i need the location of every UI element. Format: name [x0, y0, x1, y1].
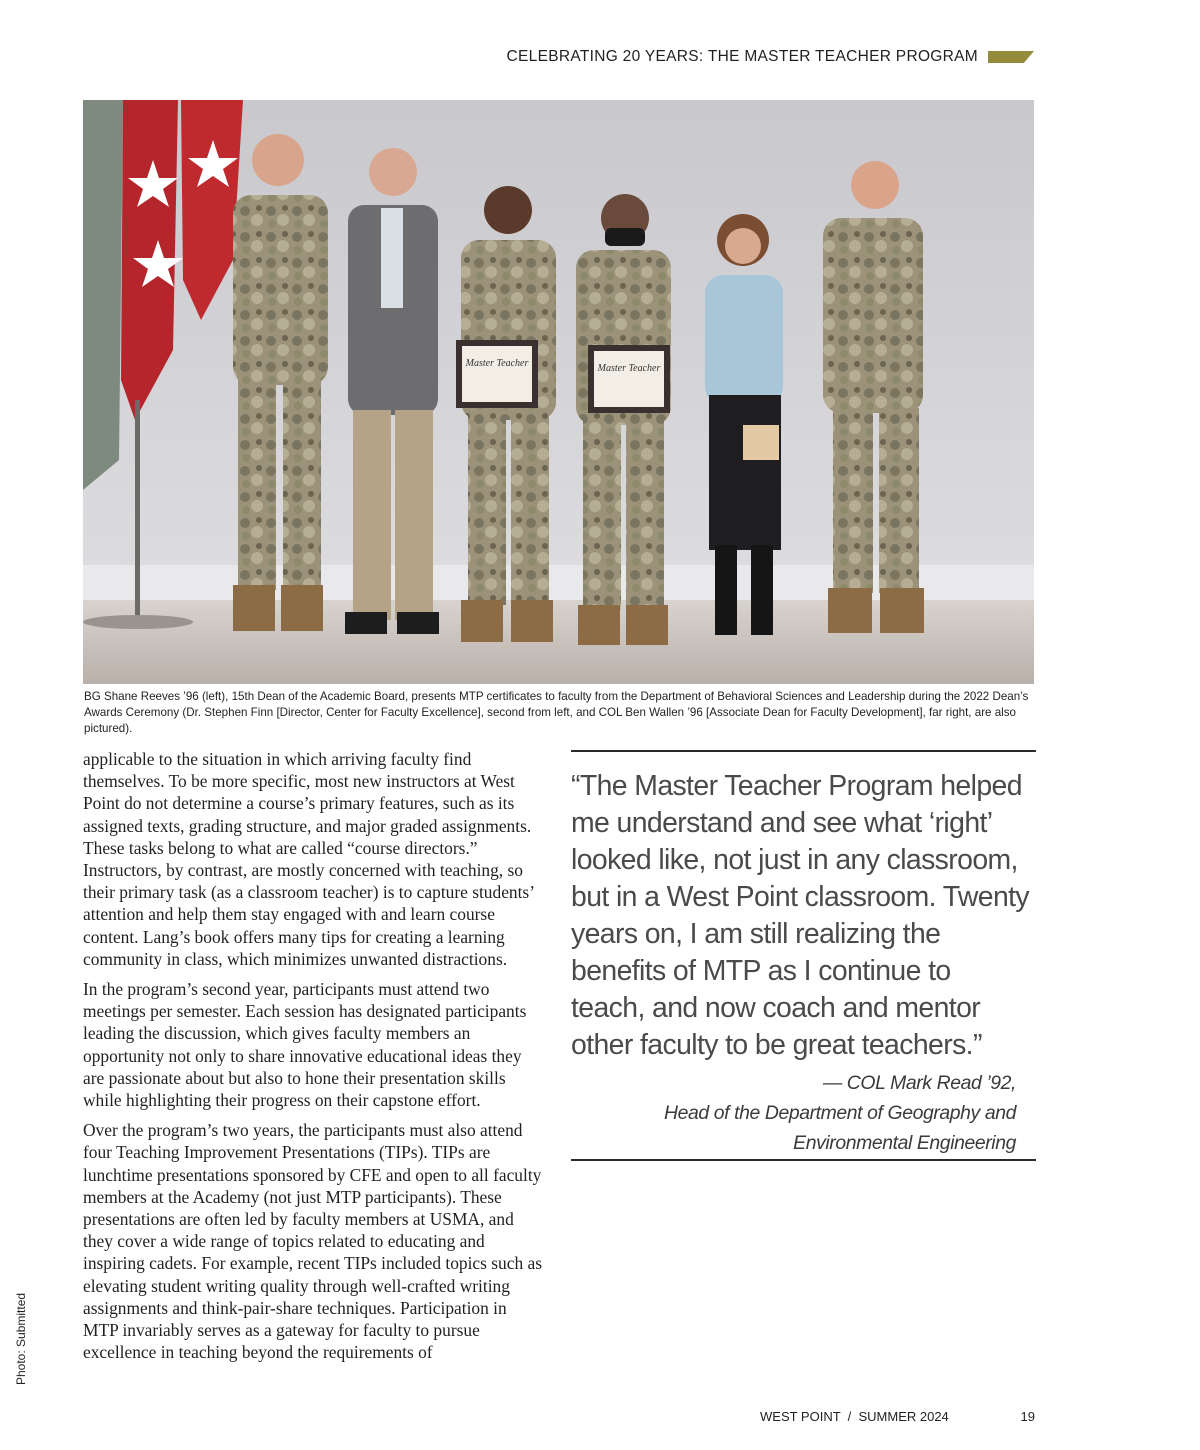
footer-publication: WEST POINT / SUMMER 2024 [760, 1409, 949, 1424]
pull-quote [571, 750, 1036, 1161]
photo-caption: BG Shane Reeves ’96 (left), 15th Dean of the Academic Board, presents MTP certificates to faculty from the Department of Behavioral Sciences and Leadership during the 2022 Dean’s Awards Ceremony (Dr. Stephen Finn [Director, Center for Faculty Excellence], second from left, and COL Ben Wallen ’96 [Associate Dean for Faculty Development], far right, are also pictured). [84, 690, 1029, 735]
running-header [0, 46, 1034, 68]
certificate-title-2: Master Teacher [597, 363, 661, 374]
body-paragraph: applicable to the situation in which arriving faculty find themselves. To be more specific, most new instructors at West Point do not determine a course’s primary features, such as its assigned texts, grading structure, and major graded assignments. These tasks belong to what are called “course directors.” Instructors, by contrast, are mostly concerned with teaching, so their primary task (as a classroom teacher) is to capture students’ attention and help them stay engaged with and learn course content. Lang’s book offers many tips for creating a learning community in class, which minimizes unwanted distractions. [83, 749, 534, 969]
header-accent-bar [988, 51, 1034, 63]
body-paragraph: In the program’s second year, participants must attend two meetings per semester. Each session has designated participants leading the discussion, which gives faculty members an opportunity not only to share innovative educational ideas they are passionate about but also to hone their presentation skills while highlighting their progress on their capstone effort. [83, 979, 527, 1111]
certificate-title-1: Master Teacher [465, 358, 529, 369]
page-number: 19 [1020, 1409, 1035, 1424]
body-paragraph: Over the program’s two years, the participants must also attend four Teaching Improvement Presentations (TIPs). TIPs are lunchtime presentations sponsored by CFE and open to all faculty members at the Academy (not just MTP participants). These presentations are often led by faculty members at USMA, and they cover a wide range of topics related to educating and inspiring cadets. For example, recent TIPs included topics such as elevating student writing quality through well-crafted writing assignments and think-pair-share techniques. Participation in MTP invariably serves as a gateway for faculty to pursue excellence in teaching beyond the requirements of [83, 1120, 542, 1363]
attribution-title-line-1: Head of the Department of Geography and [664, 1102, 1016, 1124]
attribution-title-line-2: Environmental Engineering [793, 1132, 1016, 1154]
ceremony-photo [83, 100, 1034, 684]
ceremony-photo-illustration [83, 100, 1034, 684]
photo-credit: Photo: Submitted [14, 1292, 28, 1385]
body-text-column [83, 748, 545, 1371]
pull-quote-attribution [571, 1068, 1016, 1158]
page-footer [760, 1409, 1035, 1424]
attribution-name: — COL Mark Read ’92, [822, 1072, 1016, 1094]
pull-quote-text: “The Master Teacher Program helped me understand and see what ‘right’ looked like, not just in any classroom, but in a West Point classroom. Twenty years on, I am still realizing the benefits of MTP as I continue to teach, and now coach and mentor other faculty to be great teachers.” [571, 770, 1030, 1061]
header-title: CELEBRATING 20 YEARS: THE MASTER TEACHER PROGRAM [506, 48, 978, 65]
